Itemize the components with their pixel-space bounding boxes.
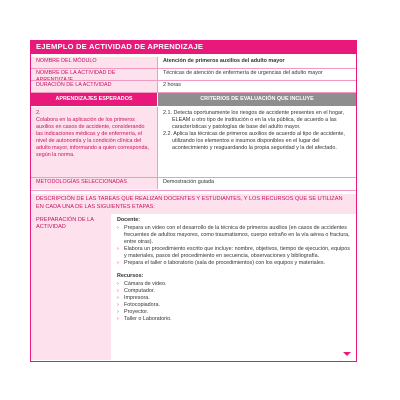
criteria-header: CRITERIOS DE EVALUACIÓN QUE INCLUYE bbox=[157, 93, 356, 106]
learning-outcome bbox=[31, 107, 157, 177]
list-item-text: Fotocopiadora. bbox=[124, 302, 160, 308]
learning-row bbox=[31, 107, 356, 177]
chevron-right-icon: › bbox=[117, 316, 119, 322]
learning-number: 2. bbox=[36, 110, 41, 116]
table-header-row bbox=[31, 93, 356, 106]
list-item bbox=[117, 281, 351, 288]
criterion-item: 2.2. Aplica las técnicas de primeros auxilios de acuerdo al tipo de accidente, utilizando los elementos e insumos disponibles en el lugar del acontecimiento y resguardando la propia seguridad y la del afectado. bbox=[163, 131, 345, 151]
activity-name-label: NOMBRE DE LA ACTIVIDAD DE bbox=[31, 69, 157, 80]
preparation-content bbox=[112, 214, 356, 360]
list-item-text: Proyector. bbox=[124, 309, 149, 315]
chevron-right-icon: › bbox=[117, 225, 119, 231]
list-item bbox=[117, 225, 351, 246]
module-name-value: Atención de primeros auxilios del adulto mayor bbox=[157, 57, 356, 68]
learning-text: Colabora en la aplicación de los primeros auxilios en casos de accidente, considerando las indicaciones médicas y de enfermería, el nivel de autonomía y la condición clínica del adulto mayor, informando a quien corresponda, según la norma. bbox=[36, 117, 149, 158]
divider bbox=[31, 190, 356, 191]
list-item bbox=[117, 288, 351, 295]
chevron-right-icon: › bbox=[117, 260, 119, 266]
list-item bbox=[117, 295, 351, 302]
chevron-right-icon: › bbox=[117, 309, 119, 315]
module-name-row bbox=[31, 57, 356, 68]
list-item bbox=[117, 302, 351, 309]
chevron-right-icon: › bbox=[117, 246, 119, 252]
list-item bbox=[117, 260, 351, 267]
duration-value: 2 horas bbox=[157, 81, 356, 92]
chevron-right-icon: › bbox=[117, 288, 119, 294]
preparation-label: PREPARACIÓN DE LA ACTIVIDAD bbox=[31, 214, 111, 360]
activity-table bbox=[30, 54, 357, 362]
duration-label: DURACIÓN DE LA ACTIVIDAD bbox=[31, 81, 157, 92]
list-item-text: Taller o Laboratorio. bbox=[124, 316, 172, 322]
list-item bbox=[117, 316, 351, 323]
continue-arrow-icon bbox=[343, 352, 351, 356]
methodology-value: Demostración guiada bbox=[157, 178, 356, 189]
methodology-row bbox=[31, 178, 356, 189]
list-item-text: Cámara de video. bbox=[124, 281, 167, 287]
methodology-label: METODOLOGÍAS SELECCIONADAS bbox=[31, 178, 157, 189]
learning-header: APRENDIZAJES ESPERADOS bbox=[31, 93, 157, 106]
resources-list bbox=[117, 281, 351, 323]
tasks-description-band: DESCRIPCIÓN DE LAS TAREAS QUE REALIZAN DOCENTES Y ESTUDIANTES, Y LOS RECURSOS QUE SE UTILIZAN EN CADA UNA DE LAS SIGUIENTES ETAPAS: bbox=[31, 194, 356, 214]
teacher-list bbox=[117, 225, 351, 267]
activity-name-value: Técnicas de atención de enfermería de urgencias del adulto mayor bbox=[157, 69, 356, 80]
module-name-label: NOMBRE DEL MÓDULO bbox=[31, 57, 157, 68]
list-item-text: Elabora un procedimiento escrito que incluye: nombre, objetivos, tiempo de ejecución, equipos y materiales, pasos del procedimiento en secuencia, observaciones y bibliografía. bbox=[124, 246, 350, 259]
list-item-text: Prepara el taller o laboratorio (sala de procedimientos) con los equipos y materiales. bbox=[124, 260, 326, 266]
criteria-list bbox=[157, 107, 356, 177]
chevron-right-icon: › bbox=[117, 281, 119, 287]
chevron-right-icon: › bbox=[117, 302, 119, 308]
teacher-title: Docente: bbox=[117, 217, 141, 223]
page-title: EJEMPLO DE ACTIVIDAD DE APRENDIZAJE bbox=[30, 40, 357, 54]
list-item-text: Impresora. bbox=[124, 295, 150, 301]
list-item bbox=[117, 246, 351, 260]
list-item-text: Computador. bbox=[124, 288, 155, 294]
list-item-text: Prepara un video con el desarrollo de la técnica de primeros auxilios (en casos de accidentes frecuentes de adultos mayores, como traumatismos, cuerpo extraño en la vía aérea o fractura, entre otras). bbox=[124, 225, 350, 245]
resources-title: Recursos: bbox=[117, 273, 144, 279]
criterion-item: 2.1. Detecta oportunamente los riesgos de accidente presentes en el hogar, ELEAM u otro tipo de institución o en la vía pública, de acuerdo a las características y patologías de base del adulto mayor. bbox=[163, 110, 345, 130]
chevron-right-icon: › bbox=[117, 295, 119, 301]
duration-row bbox=[31, 81, 356, 92]
activity-name-row bbox=[31, 69, 356, 80]
list-item bbox=[117, 309, 351, 316]
